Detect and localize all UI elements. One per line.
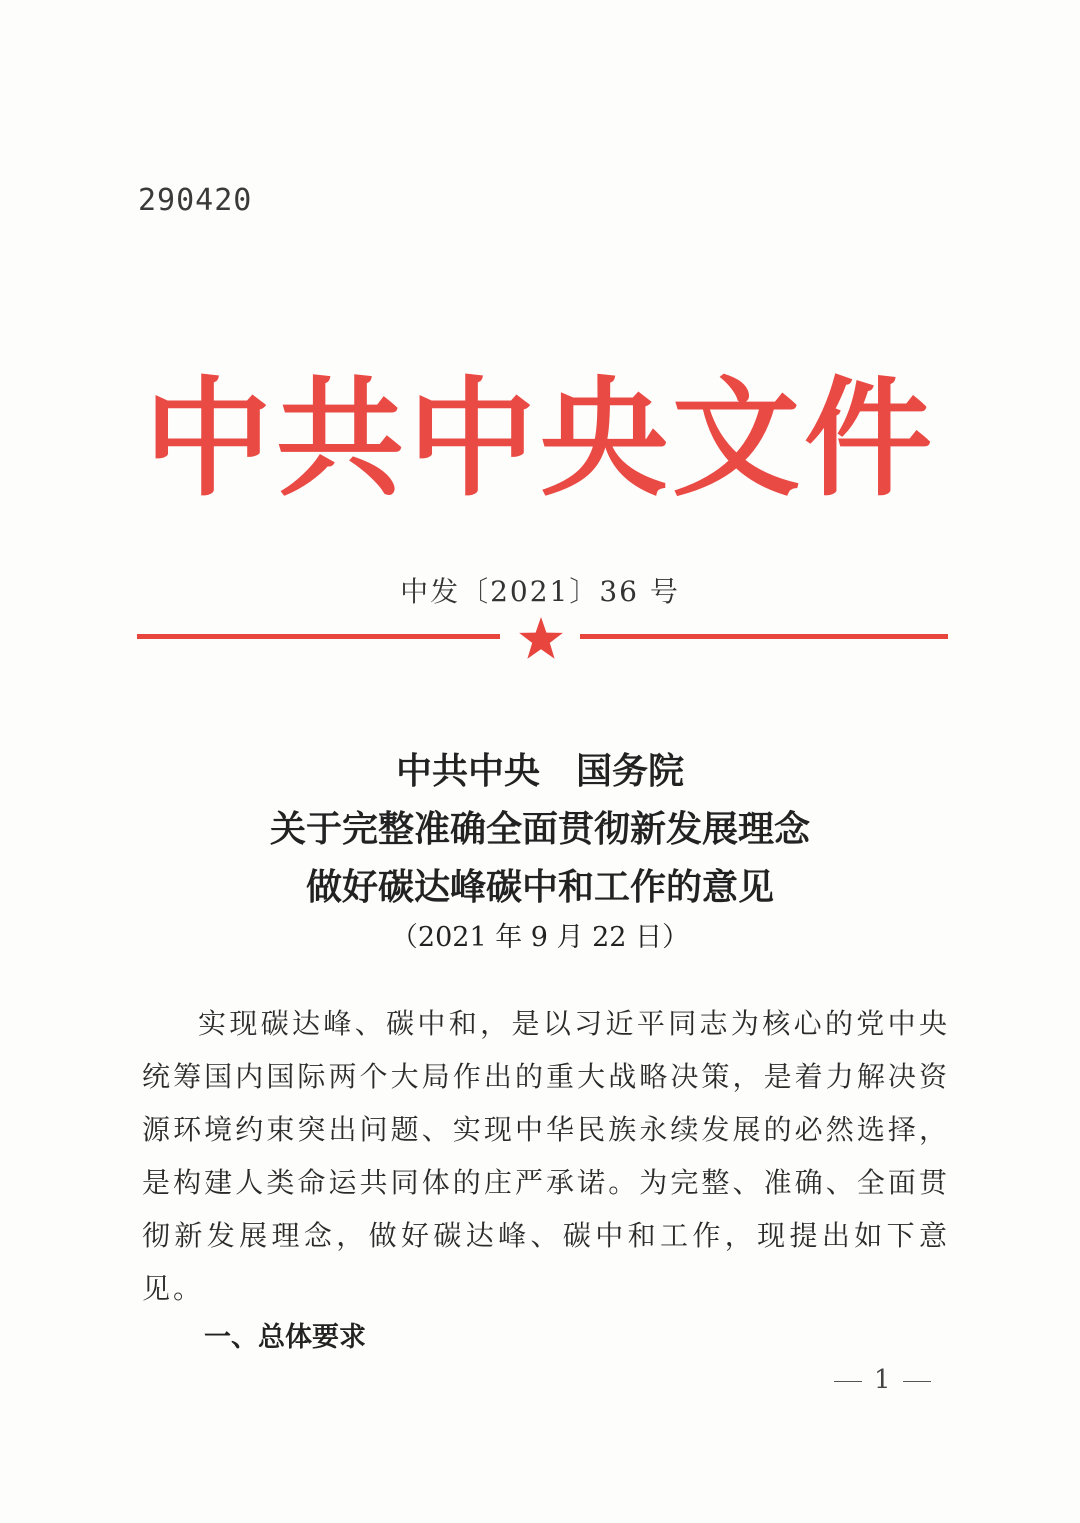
- title-line-subject-2: 做好碳达峰碳中和工作的意见: [305, 866, 774, 908]
- page-number-footer: [822, 1360, 943, 1400]
- section-heading: 一、总体要求: [204, 1322, 366, 1353]
- title-line-issuers: 中共中央 国务院: [395, 750, 684, 792]
- document-date: （2021 年 9 月 22 日）: [390, 922, 690, 953]
- serial-number: 290420: [138, 183, 253, 218]
- red-rule-right: [580, 634, 948, 639]
- dash-right: [903, 1381, 931, 1382]
- document-number: 中发〔2021〕36 号: [400, 575, 680, 608]
- document-title-block: [140, 742, 940, 958]
- red-star-icon: [518, 615, 564, 661]
- red-rule-left: [137, 634, 500, 639]
- title-line-subject-1: 关于完整准确全面贯彻新发展理念: [269, 808, 810, 850]
- body-paragraph: 实现碳达峰、碳中和，是以习近平同志为核心的党中央统筹国内国际两个大局作出的重大战略决策，是着力解决资源环境约束突出问题、实现中华民族永续发展的必然选择，是构建人类命运共同体的庄严承诺。为完整、准确、全面贯彻新发展理念，做好碳达峰、碳中和工作，现提出如下意见。: [142, 1007, 950, 1305]
- page-number: 1: [874, 1365, 891, 1395]
- dash-left: [834, 1381, 862, 1382]
- document-header-title: 中共中央文件: [143, 365, 936, 514]
